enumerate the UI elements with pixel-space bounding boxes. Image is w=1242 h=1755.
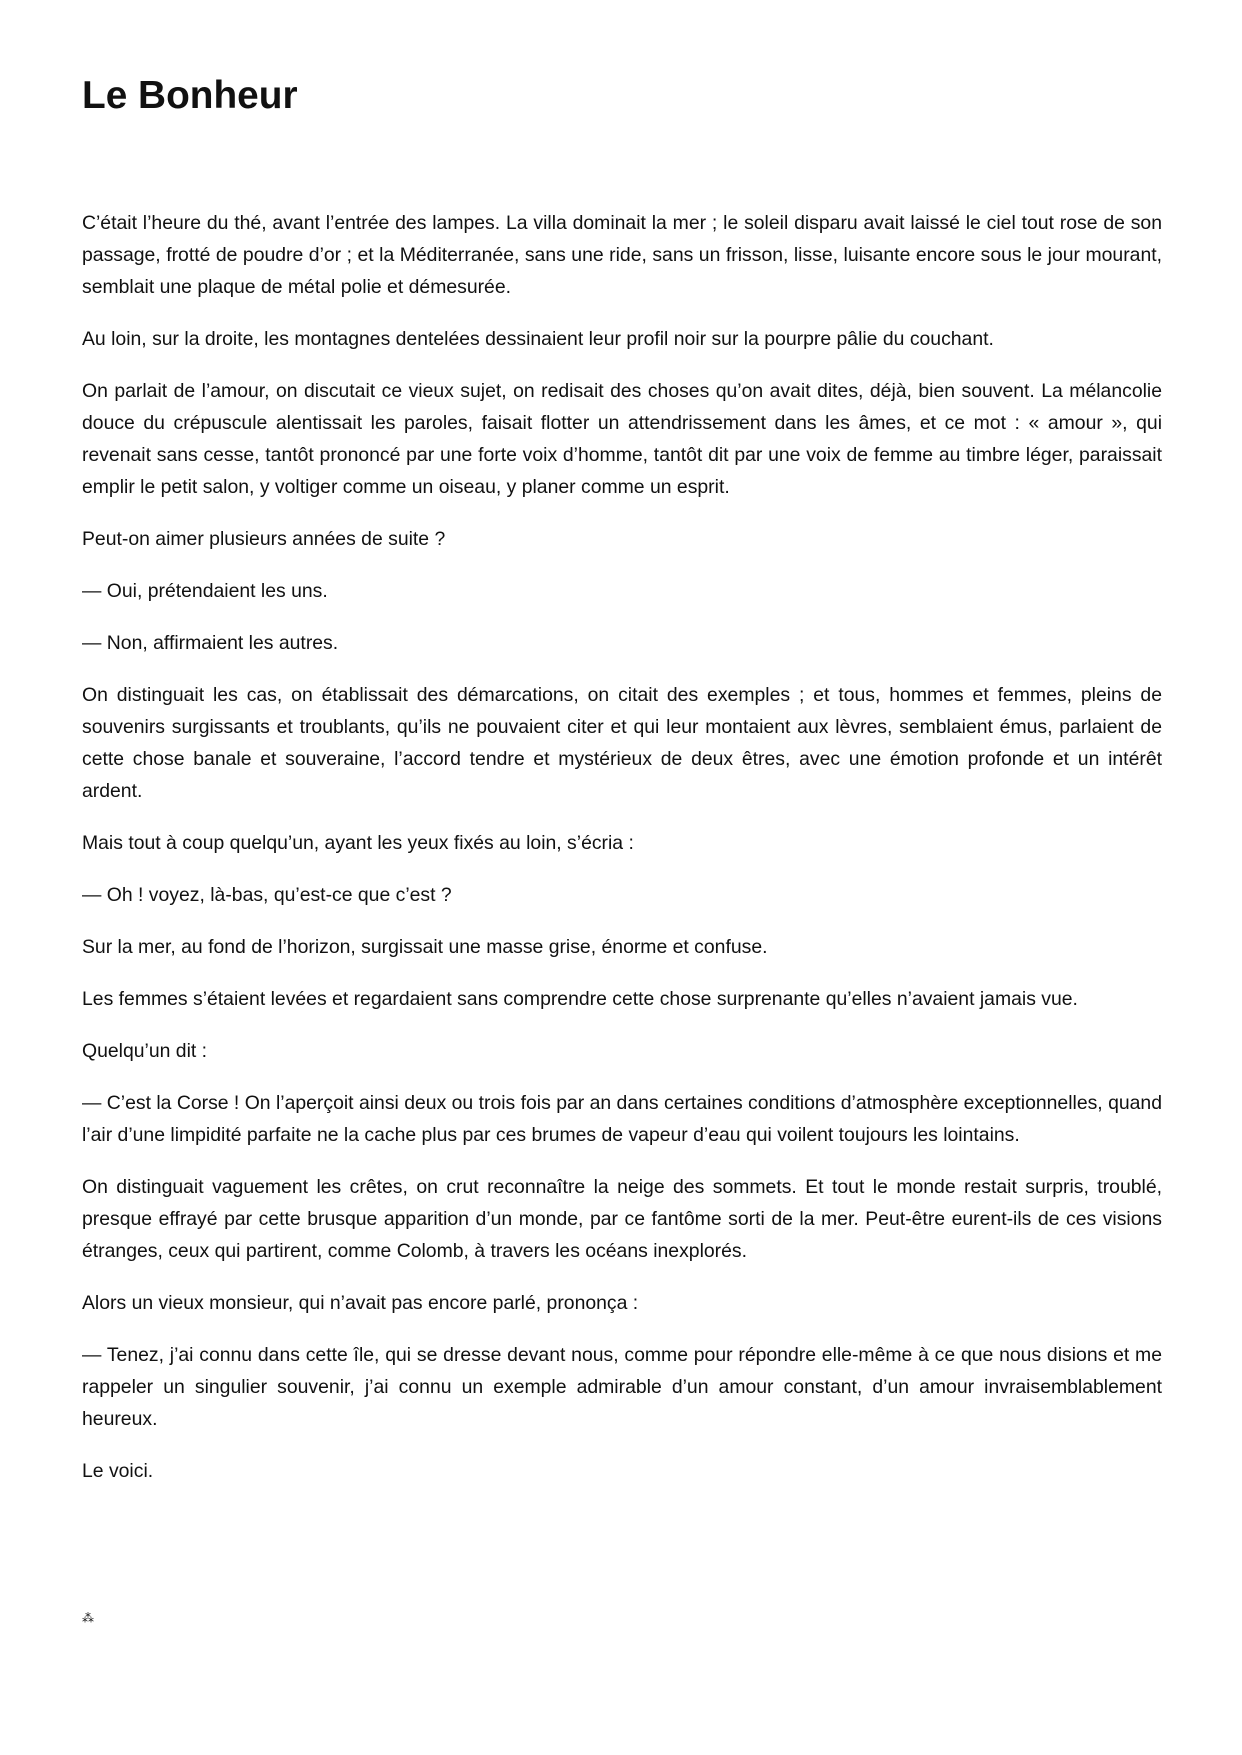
paragraph: On parlait de l’amour, on discutait ce vieux sujet, on redisait des choses qu’on avait dites, déjà, bien souvent. La mélancolie douce du crépuscule alentissait les paroles, faisait flotter un attendrissement dans les âmes, et ce mot : « amour », qui revenait sans cesse, tantôt prononcé par une forte voix d’homme, tantôt dit par une voix de femme au timbre léger, paraissait emplir le petit salon, y voltiger comme un oiseau, y planer comme un esprit. <box>82 380 1162 498</box>
dialogue-line: — C’est la Corse ! On l’aperçoit ainsi deux ou trois fois par an dans certaines conditions d’atmosphère exceptionnelles, quand l’air d’une limpidité parfaite ne la cache plus par ces brumes de vapeur d’eau qui voilent toujours les lointains. <box>82 1092 1163 1146</box>
paragraph: On distinguait vaguement les crêtes, on crut reconnaître la neige des sommets. Et tout le monde restait surpris, troublé, presque effrayé par cette brusque apparition d’un monde, par ce fantôme sorti de la mer. Peut-être eurent-ils de ces visions étranges, ceux qui partirent, comme Colomb, à travers les océans inexplorés. <box>82 1176 1162 1262</box>
paragraph: Le voici. <box>82 1460 154 1482</box>
dialogue-line: — Oui, prétendaient les uns. <box>82 580 328 602</box>
paragraph: Sur la mer, au fond de l’horizon, surgissait une masse grise, énorme et confuse. <box>82 936 768 958</box>
paragraph: Au loin, sur la droite, les montagnes dentelées dessinaient leur profil noir sur la pourpre pâlie du couchant. <box>82 328 994 350</box>
asterism-separator: ⁂ <box>82 1611 94 1625</box>
paragraph: C’était l’heure du thé, avant l’entrée des lampes. La villa dominait la mer ; le soleil disparu avait laissé le ciel tout rose de son passage, frotté de poudre d’or ; et la Méditerranée, sans une ride, sans un frisson, lisse, luisante encore sous le jour mourant, semblait une plaque de métal polie et démesurée. <box>82 212 1162 298</box>
dialogue-line: — Non, affirmaient les autres. <box>82 632 339 654</box>
paragraph: Peut-on aimer plusieurs années de suite ? <box>82 528 446 550</box>
paragraph: Mais tout à coup quelqu’un, ayant les yeux fixés au loin, s’écria : <box>82 832 634 854</box>
dialogue-line: — Tenez, j’ai connu dans cette île, qui se dresse devant nous, comme pour répondre elle-même à ce que nous disions et me rappeler un singulier souvenir, j’ai connu un exemple admirable d’un amour constant, d’un amour invraisemblablement heureux. <box>82 1344 1162 1430</box>
paragraph: Alors un vieux monsieur, qui n’avait pas encore parlé, prononça : <box>82 1292 639 1314</box>
dialogue-line: — Oh ! voyez, là-bas, qu’est-ce que c’est ? <box>82 884 452 906</box>
document-page <box>82 74 1163 1507</box>
paragraph: On distinguait les cas, on établissait des démarcations, on citait des exemples ; et tous, hommes et femmes, pleins de souvenirs surgissants et troublants, qu’ils ne pouvaient citer et qui leur montaient aux lèvres, semblaient émus, parlaient de cette chose banale et souveraine, l’accord tendre et mystérieux de deux êtres, avec une émotion profonde et un intérêt ardent. <box>82 684 1162 802</box>
paragraph: Les femmes s’étaient levées et regardaient sans comprendre cette chose surprenante qu’elles n’avaient jamais vue. <box>82 988 1078 1010</box>
paragraph: Quelqu’un dit : <box>82 1040 208 1062</box>
document-body <box>82 207 1162 1487</box>
document-title: Le Bonheur <box>82 74 298 117</box>
